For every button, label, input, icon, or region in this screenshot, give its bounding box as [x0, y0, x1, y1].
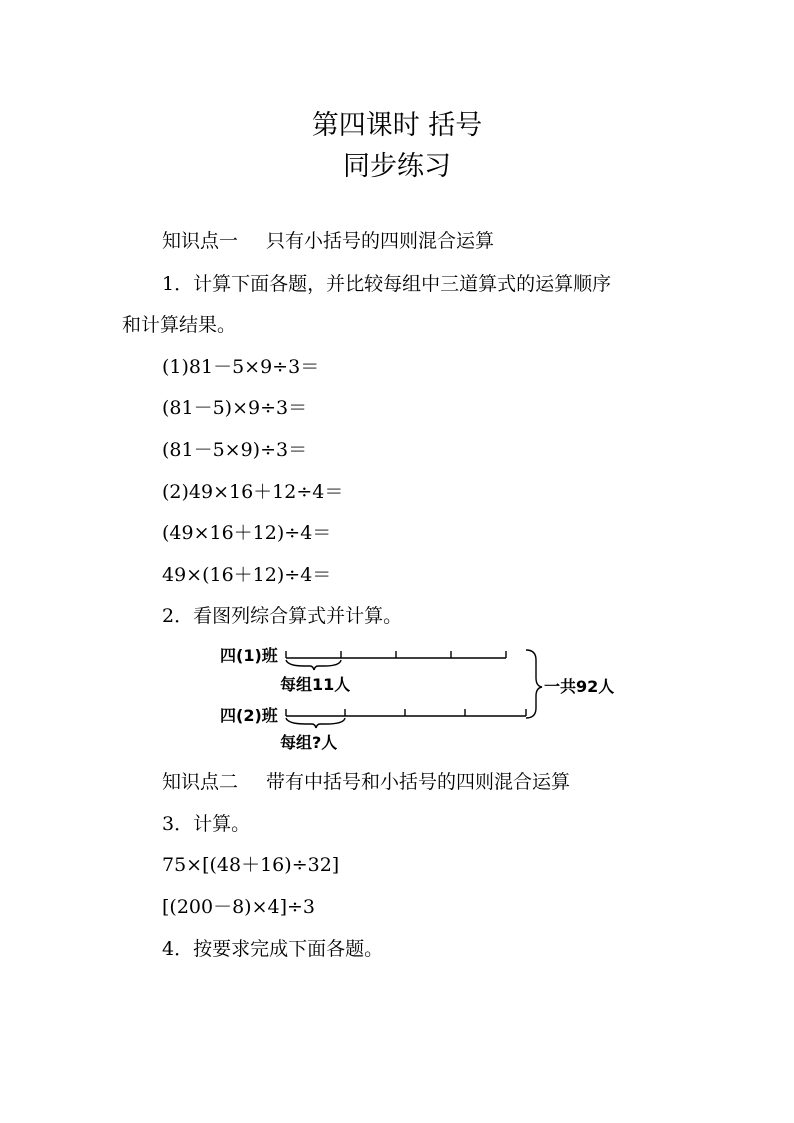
section-label: 知识点二	[162, 771, 239, 793]
total-label: 一共92人	[544, 677, 615, 696]
class-1-bar	[286, 651, 506, 670]
expression-item: (49×16＋12)÷4＝	[162, 522, 332, 544]
class-2-group-note: 每组?人	[280, 733, 338, 752]
expression-item: (2)49×16＋12÷4＝	[162, 481, 344, 503]
section-heading-2	[162, 770, 570, 794]
page-title: 第四课时 括号	[311, 110, 483, 141]
section-title: 带有中括号和小括号的四则混合运算	[266, 771, 571, 793]
line-segment-diagram	[214, 638, 634, 758]
page-subtitle: 同步练习	[343, 151, 451, 182]
section-label: 知识点一	[162, 230, 239, 252]
class-2-bar	[286, 709, 526, 728]
expression-item: (81－5)×9÷3＝	[162, 397, 308, 419]
question-4: 4．按要求完成下面各题。	[162, 938, 384, 960]
section-title: 只有小括号的四则混合运算	[266, 230, 495, 252]
section-heading-1	[162, 229, 494, 253]
expression-item: (81－5×9)÷3＝	[162, 439, 308, 461]
expression-item: (1)81－5×9÷3＝	[162, 356, 320, 378]
expression-item: 49×(16＋12)÷4＝	[162, 564, 332, 586]
class-1-label: 四(1)班	[220, 646, 278, 665]
total-brace	[526, 650, 542, 718]
question-2: 2．看图列综合算式并计算。	[162, 605, 403, 627]
expression-item: [(200－8)×4]÷3	[162, 896, 316, 918]
question-1-line-1: 1．计算下面各题，并比较每组中三道算式的运算顺序	[162, 273, 612, 295]
question-1-line-2: 和计算结果。	[122, 314, 237, 336]
class-2-label: 四(2)班	[220, 706, 278, 725]
expression-item: 75×[(48＋16)÷32]	[162, 854, 340, 876]
class-1-group-note: 每组11人	[280, 675, 351, 694]
question-3: 3．计算。	[162, 813, 251, 835]
